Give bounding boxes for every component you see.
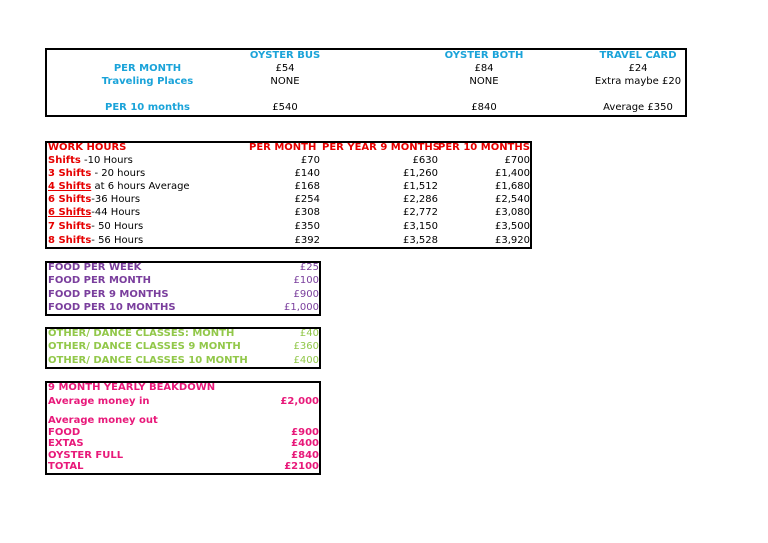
- work-row-label: [48, 194, 140, 206]
- other-label: OTHER/ DANCE CLASSES 10 MONTH: [48, 355, 248, 366]
- other-value: £40: [299, 328, 319, 339]
- work-m10-value: £700: [504, 155, 530, 166]
- shift-hours: - 56 Hours: [91, 235, 144, 246]
- per-month-label: PER MONTH: [113, 63, 182, 74]
- work-month-value: £392: [294, 235, 320, 246]
- work-month-value: £308: [294, 207, 320, 218]
- per10-card: Average £350: [603, 102, 673, 113]
- work-month-value: £70: [300, 155, 320, 166]
- shift-hours: -44 Hours: [91, 207, 141, 218]
- food-label: FOOD PER MONTH: [48, 275, 151, 286]
- other-label: OTHER/ DANCE CLASSES: MONTH: [48, 328, 235, 339]
- work-year9-value: £1,260: [403, 168, 438, 179]
- food-label: FOOD PER 10 MONTHS: [48, 302, 176, 313]
- other-value: £360: [293, 341, 319, 352]
- places-label: Traveling Places: [101, 76, 194, 87]
- breakdown-item-label: OYSTER FULL: [48, 450, 124, 461]
- money-in-label: Average money in: [48, 396, 150, 407]
- breakdown-item-label: TOTAL: [48, 461, 84, 472]
- header-travel-card: TRAVEL CARD: [599, 50, 677, 61]
- money-in-value: £2,000: [280, 396, 319, 407]
- breakdown-item-label: EXTAS: [48, 438, 84, 449]
- work-year9-value: £630: [412, 155, 438, 166]
- work-year9-value: £2,286: [403, 194, 438, 205]
- shift-count: 7 Shifts: [48, 221, 92, 232]
- work-row-label: [48, 155, 133, 167]
- work-month-value: £254: [294, 194, 320, 205]
- shift-count: 3 Shifts: [48, 168, 92, 179]
- work-m10-value: £3,920: [495, 235, 530, 246]
- breakdown-item-value: £400: [291, 438, 319, 449]
- shift-count: 6 Shifts: [48, 194, 92, 205]
- shift-hours: -36 Hours: [91, 194, 141, 205]
- places-bus: NONE: [270, 76, 300, 87]
- work-month-value: £168: [294, 181, 320, 192]
- header-oyster-both: OYSTER BOTH: [444, 50, 524, 61]
- per-year-9-months-header: PER YEAR 9 MONTHS: [322, 142, 440, 153]
- breakdown-item-value: £900: [291, 427, 319, 438]
- shift-count: 8 Shifts: [48, 235, 92, 246]
- per10-both: £840: [471, 102, 497, 113]
- food-label: FOOD PER WEEK: [48, 262, 142, 273]
- work-row-label: [48, 181, 190, 193]
- other-value: £400: [293, 355, 319, 366]
- breakdown-item-value: £2100: [284, 461, 319, 472]
- shift-count: 4 Shifts: [48, 181, 92, 192]
- money-out-label: Average money out: [48, 415, 158, 426]
- per-month-both: £84: [474, 63, 494, 74]
- work-row-label: [48, 207, 140, 219]
- work-m10-value: £3,500: [495, 221, 530, 232]
- other-label: OTHER/ DANCE CLASSES 9 MONTH: [48, 341, 241, 352]
- breakdown-title: 9 MONTH YEARLY BEAKDOWN: [48, 382, 216, 393]
- work-m10-value: £3,080: [495, 207, 530, 218]
- per10-label: PER 10 months: [105, 102, 190, 113]
- per-month-header: PER MONTH: [249, 142, 317, 153]
- shift-hours: - 50 Hours: [91, 221, 144, 232]
- work-year9-value: £2,772: [403, 207, 438, 218]
- per-month-bus: £54: [275, 63, 295, 74]
- places-both: NONE: [469, 76, 499, 87]
- per-10-months-header: PER 10 MONTHS: [438, 142, 530, 153]
- work-m10-value: £1,680: [495, 181, 530, 192]
- work-row-label: [48, 235, 143, 247]
- work-m10-value: £1,400: [495, 168, 530, 179]
- work-year9-value: £1,512: [403, 181, 438, 192]
- shift-count: Shifts: [48, 155, 81, 166]
- shift-count: 6 Shifts: [48, 207, 92, 218]
- food-label: FOOD PER 9 MONTHS: [48, 289, 169, 300]
- places-card: Extra maybe £20: [594, 76, 682, 87]
- work-month-value: £350: [294, 221, 320, 232]
- work-hours-header: WORK HOURS: [48, 142, 127, 153]
- shift-hours: at 6 hours Average: [91, 181, 190, 192]
- shift-hours: - 20 hours: [91, 168, 146, 179]
- food-value: £100: [293, 275, 319, 286]
- shift-hours: -10 Hours: [80, 155, 133, 166]
- work-row-label: [48, 221, 143, 233]
- breakdown-item-label: FOOD: [48, 427, 81, 438]
- food-value: £900: [293, 289, 319, 300]
- per-month-card: £24: [628, 63, 648, 74]
- work-year9-value: £3,150: [403, 221, 438, 232]
- header-oyster-bus: OYSTER BUS: [249, 50, 321, 61]
- work-row-label: [48, 168, 145, 180]
- food-value: £25: [299, 262, 319, 273]
- per10-bus: £540: [272, 102, 298, 113]
- work-m10-value: £2,540: [495, 194, 530, 205]
- work-year9-value: £3,528: [403, 235, 438, 246]
- breakdown-item-value: £840: [291, 450, 319, 461]
- food-value: £1,000: [284, 302, 319, 313]
- work-month-value: £140: [294, 168, 320, 179]
